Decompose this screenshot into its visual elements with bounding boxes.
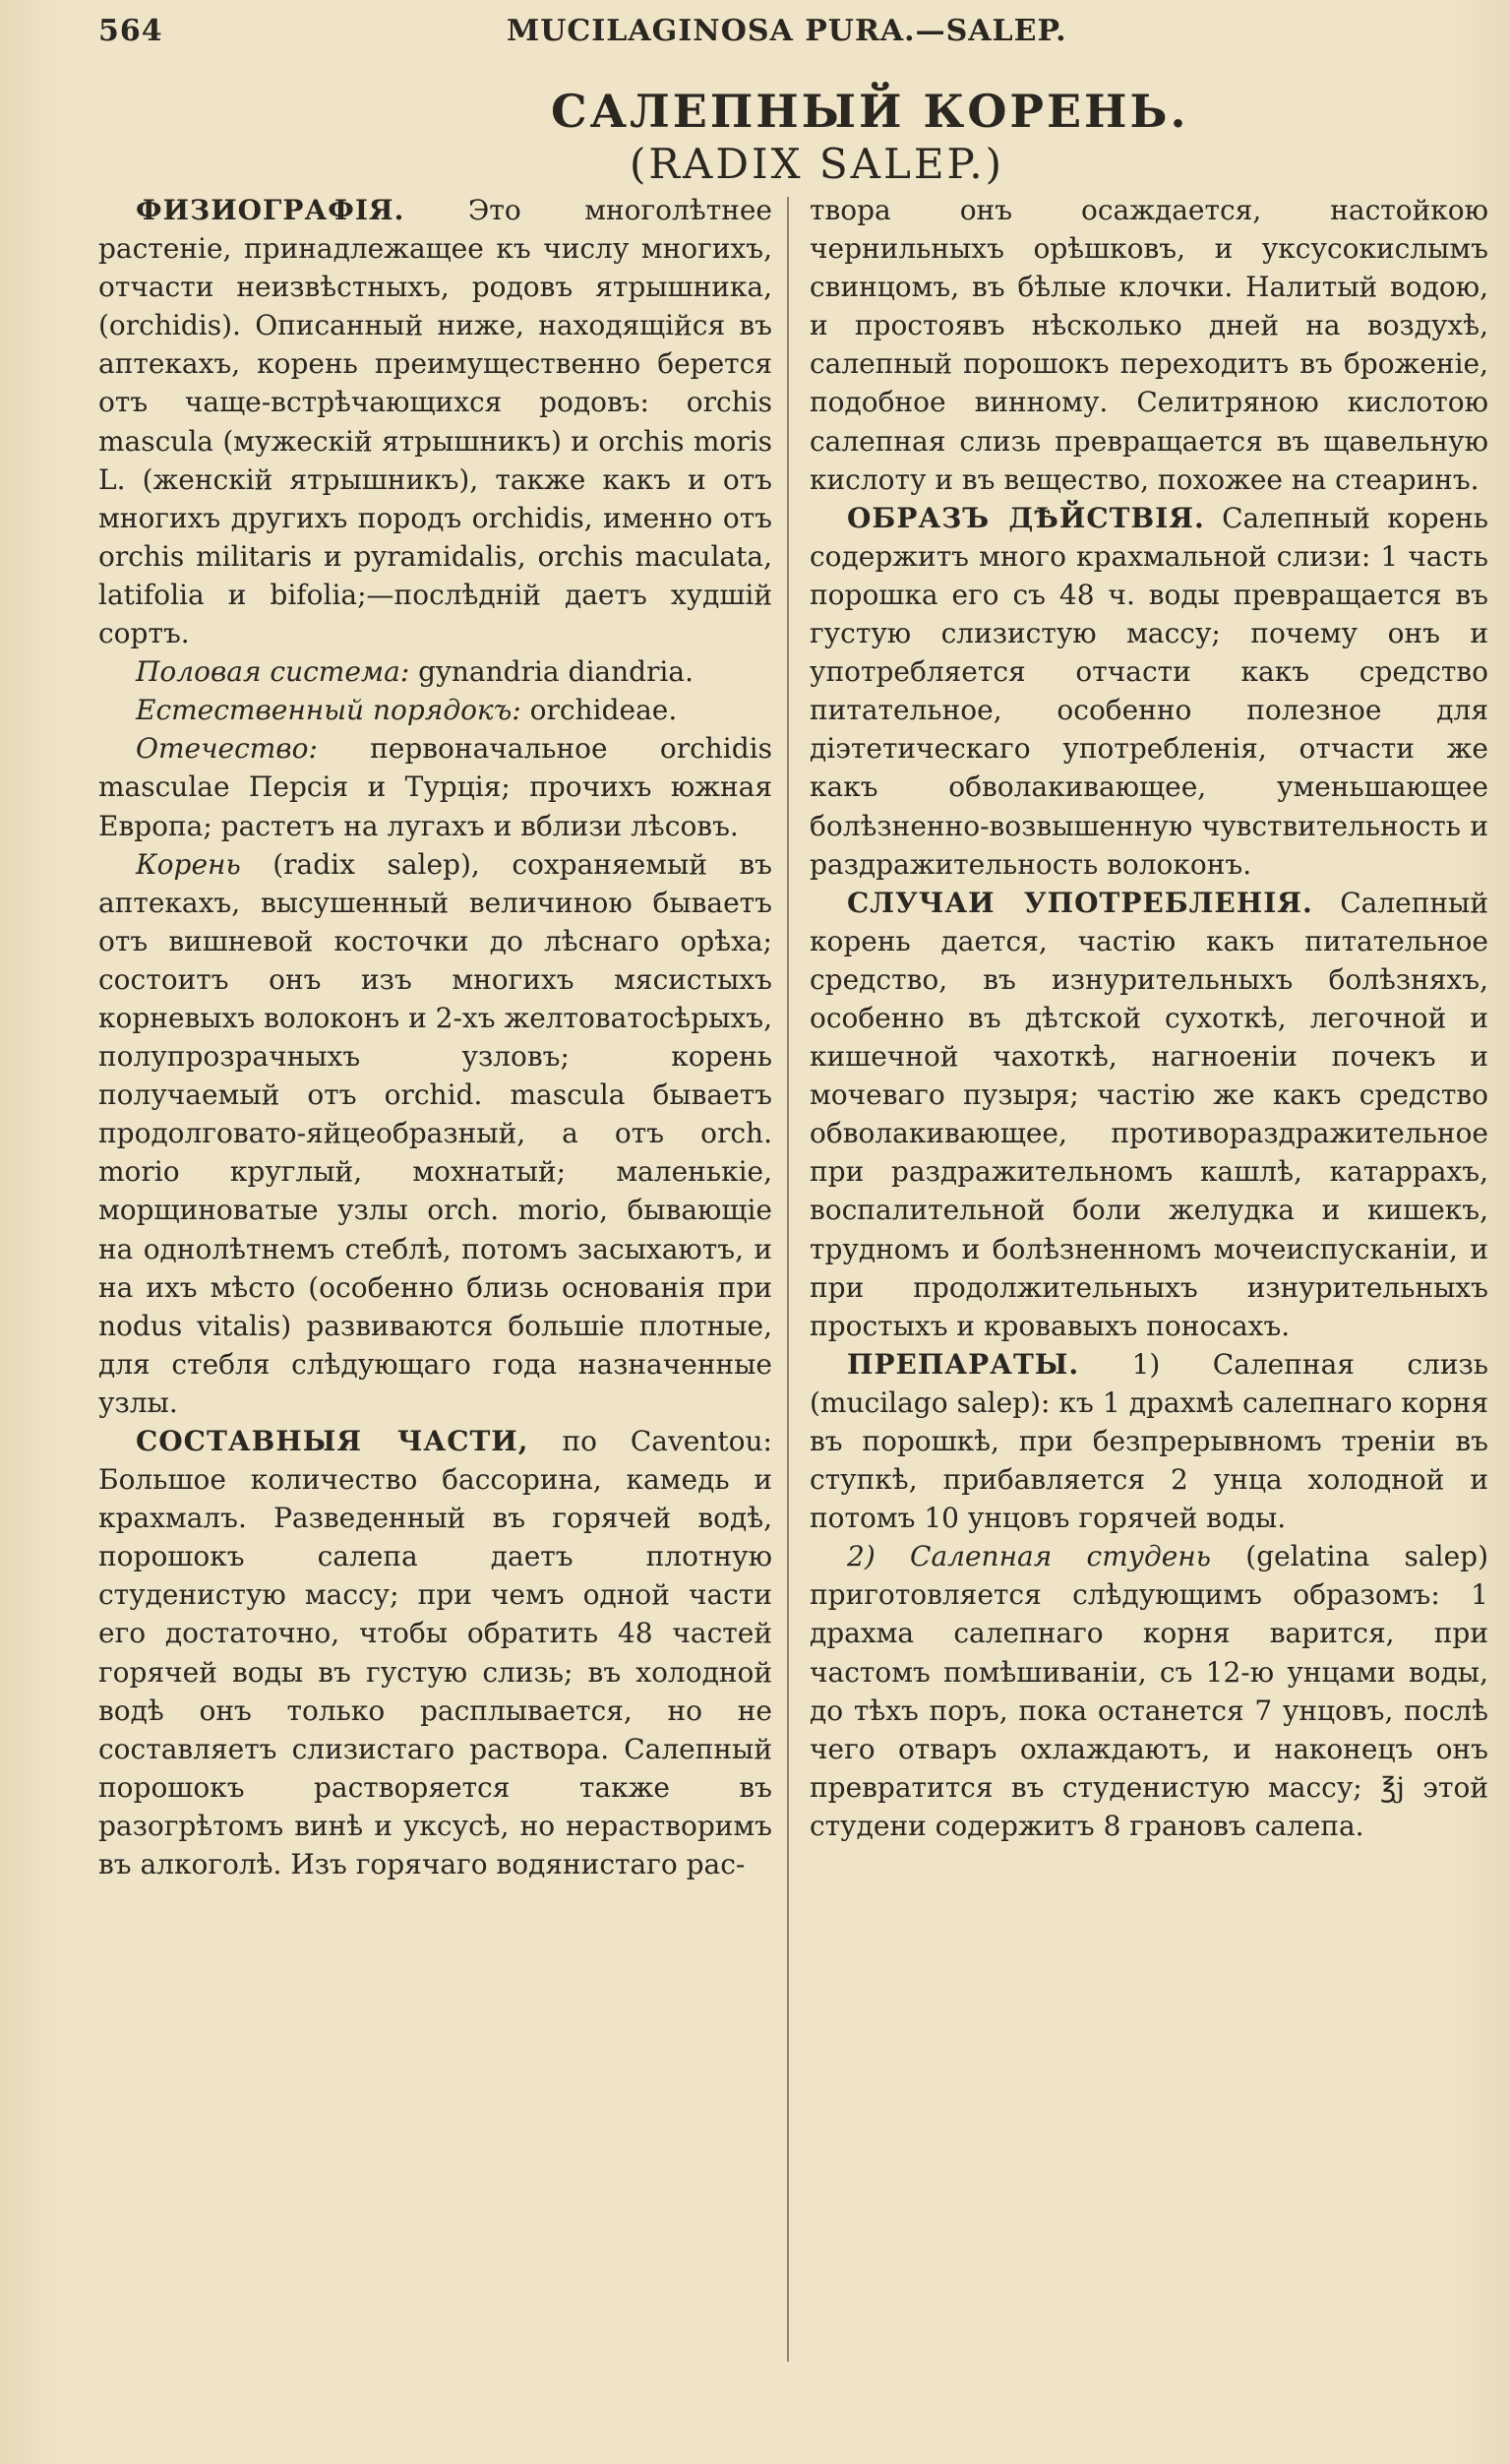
paragraph-text: первоначальное orchidis masculae Персія и Турція; прочихъ южная Европа; растетъ на лугахъ и вблизи лѣсовъ. [98, 732, 772, 842]
section-heading: Отечество: [136, 732, 318, 766]
page-number: 564 [98, 14, 163, 48]
section-heading: СОСТАВНЫЯ ЧАСТИ, [136, 1425, 529, 1457]
paragraph-text: Салепный корень дается, частію какъ питательное средство, въ изнурительныхъ болѣзняхъ, особенно въ дѣтской сухоткѣ, легочной и кишечной чахоткѣ, нагноеніи почекъ и мочеваго пузыря; частію же какъ средство обволакивающее, противораздражительное при раздражительномъ кашлѣ, катаррахъ, воспалительной боли желудка и кишекъ, трудномъ и болѣзненномъ мочеиспусканіи, и при продолжительныхъ изнурительныхъ простыхъ и кровавыхъ поносахъ. [810, 886, 1488, 1342]
paragraph [810, 499, 1488, 884]
paragraph [810, 884, 1488, 1345]
article-subtitle: (RADIX SALEP.) [630, 140, 1004, 188]
paragraph [98, 691, 772, 729]
section-heading: ФИЗИОГРАФІЯ. [136, 194, 405, 226]
paragraph [98, 1422, 772, 1883]
paragraph [98, 652, 772, 691]
section-heading: ОБРАЗЪ ДѢЙСТВІЯ. [847, 501, 1205, 534]
paragraph [810, 1537, 1488, 1845]
running-title: MUCILAGINOSA PURA.—SALEP. [507, 14, 1067, 48]
paragraph [810, 191, 1488, 499]
running-head [98, 14, 1102, 57]
paragraph-text: Это многолѣтнее растеніе, принадлежащее къ числу многихъ, отчасти неизвѣстныхъ, родовъ ятрышника, (orchidis). Описанный ниже, находящійся въ аптекахъ, корень преимущественно берется отъ чаще-встрѣчающихся родовъ: orchis mascula (мужескій ятрышникъ) и orchis moris L. (женскій ятрышникъ), также какъ и отъ многихъ другихъ породъ orchidis, именно отъ orchis militaris и pyramidalis, orchis maculata, latifolia и bifolia;—послѣдній даетъ худшій сортъ. [98, 194, 773, 650]
section-heading: Половая система: [136, 655, 410, 689]
paragraph-text: gynandria diandria. [418, 655, 694, 689]
paragraph [98, 845, 772, 1422]
section-heading: 2) Салепная студень [847, 1540, 1211, 1573]
left-column [98, 191, 772, 1883]
paragraph-text: Салепный корень содержитъ много крахмальной слизи: 1 часть порошка его съ 48 ч. воды превращается въ густую слизистую массу; почему онъ и употребляется отчасти какъ средство питательное, особенно полезное для діэтетическаго употребленія, отчасти же какъ обволакивающее, уменьшающее болѣзненно-возвышенную чувствительность и раздражительность волоконъ. [810, 501, 1488, 881]
section-heading: ПРЕПАРАТЫ. [847, 1347, 1080, 1381]
paragraph [98, 729, 772, 844]
paragraph-text: твора онъ осаждается, настойкою чернильныхъ орѣшковъ, и уксусокислымъ свинцомъ, въ бѣлые клочки. Налитый водою, и простоявъ нѣсколько дней на воздухѣ, салепный порошокъ переходитъ въ броженіе, подобное винному. Селитряною кислотою салепная слизь превращается въ щавельную кислоту и въ вещество, похожее на стеаринъ. [810, 194, 1488, 496]
column-divider [787, 197, 789, 2362]
paragraph-text: (radix salep), сохраняемый въ аптекахъ, высушенный величиною бываетъ отъ вишневой косточки до лѣснаго орѣха; состоитъ онъ изъ многихъ мясистыхъ корневыхъ волоконъ и 2-хъ желтоватосѣрыхъ, полупрозрачныхъ узловъ; корень получаемый отъ orchid. mascula бываетъ продолговато-яйцеобразный, а отъ orch. morio круглый, мохнатый; маленькіе, морщиноватые узлы orch. morio, бывающіе на однолѣтнемъ стеблѣ, потомъ засыхаютъ, и на ихъ мѣсто (особенно близь основанія при nodus vitalis) развиваются большіе плотные, для стебля слѣдующаго года назначенные узлы. [98, 847, 772, 1419]
right-column [810, 191, 1488, 1845]
article-title: САЛЕПНЫЙ КОРЕНЬ. [551, 85, 1189, 138]
paragraph-text: (gelatina salep) приготовляется слѣдующимъ образомъ: 1 драхма салепнаго корня варится, при частомъ помѣшиваніи, съ 12-ю унцами воды, до тѣхъ поръ, пока останется 7 унцовъ, послѣ чего отваръ охлаждаютъ, и наконецъ онъ превратится въ студенистую массу; ℥j этой студени содержитъ 8 грановъ салепа. [810, 1540, 1488, 1842]
section-heading: Корень [136, 847, 241, 881]
paragraph-text: 1) Салепная слизь (mucilago salep): къ 1 драхмѣ салепнаго корня въ порошкѣ, при безпрерывномъ треніи въ ступкѣ, прибавляется 2 унца холодной и потомъ 10 унцовъ горячей воды. [810, 1347, 1488, 1535]
section-heading: Естественный порядокъ: [136, 694, 521, 727]
paragraph-text: orchideae. [529, 694, 678, 727]
paragraph [810, 1345, 1488, 1537]
section-heading: СЛУЧАИ УПОТРЕБЛЕНІЯ. [847, 886, 1313, 919]
paragraph-text: по Caventou: Большое количество бассорина, камедь и крахмалъ. Разведенный въ горячей водѣ, порошокъ салепа даетъ плотную студенистую массу; при чемъ одной части его достаточно, чтобы обратить 48 частей горячей воды въ густую слизь; въ холодной водѣ онъ только расплывается, но не составляетъ слизистаго раствора. Салепный порошокъ растворяется также въ разогрѣтомъ винѣ и уксусѣ, но нерастворимъ въ алкоголѣ. Изъ горячаго водянистаго рас- [98, 1425, 772, 1881]
paragraph [98, 191, 772, 652]
